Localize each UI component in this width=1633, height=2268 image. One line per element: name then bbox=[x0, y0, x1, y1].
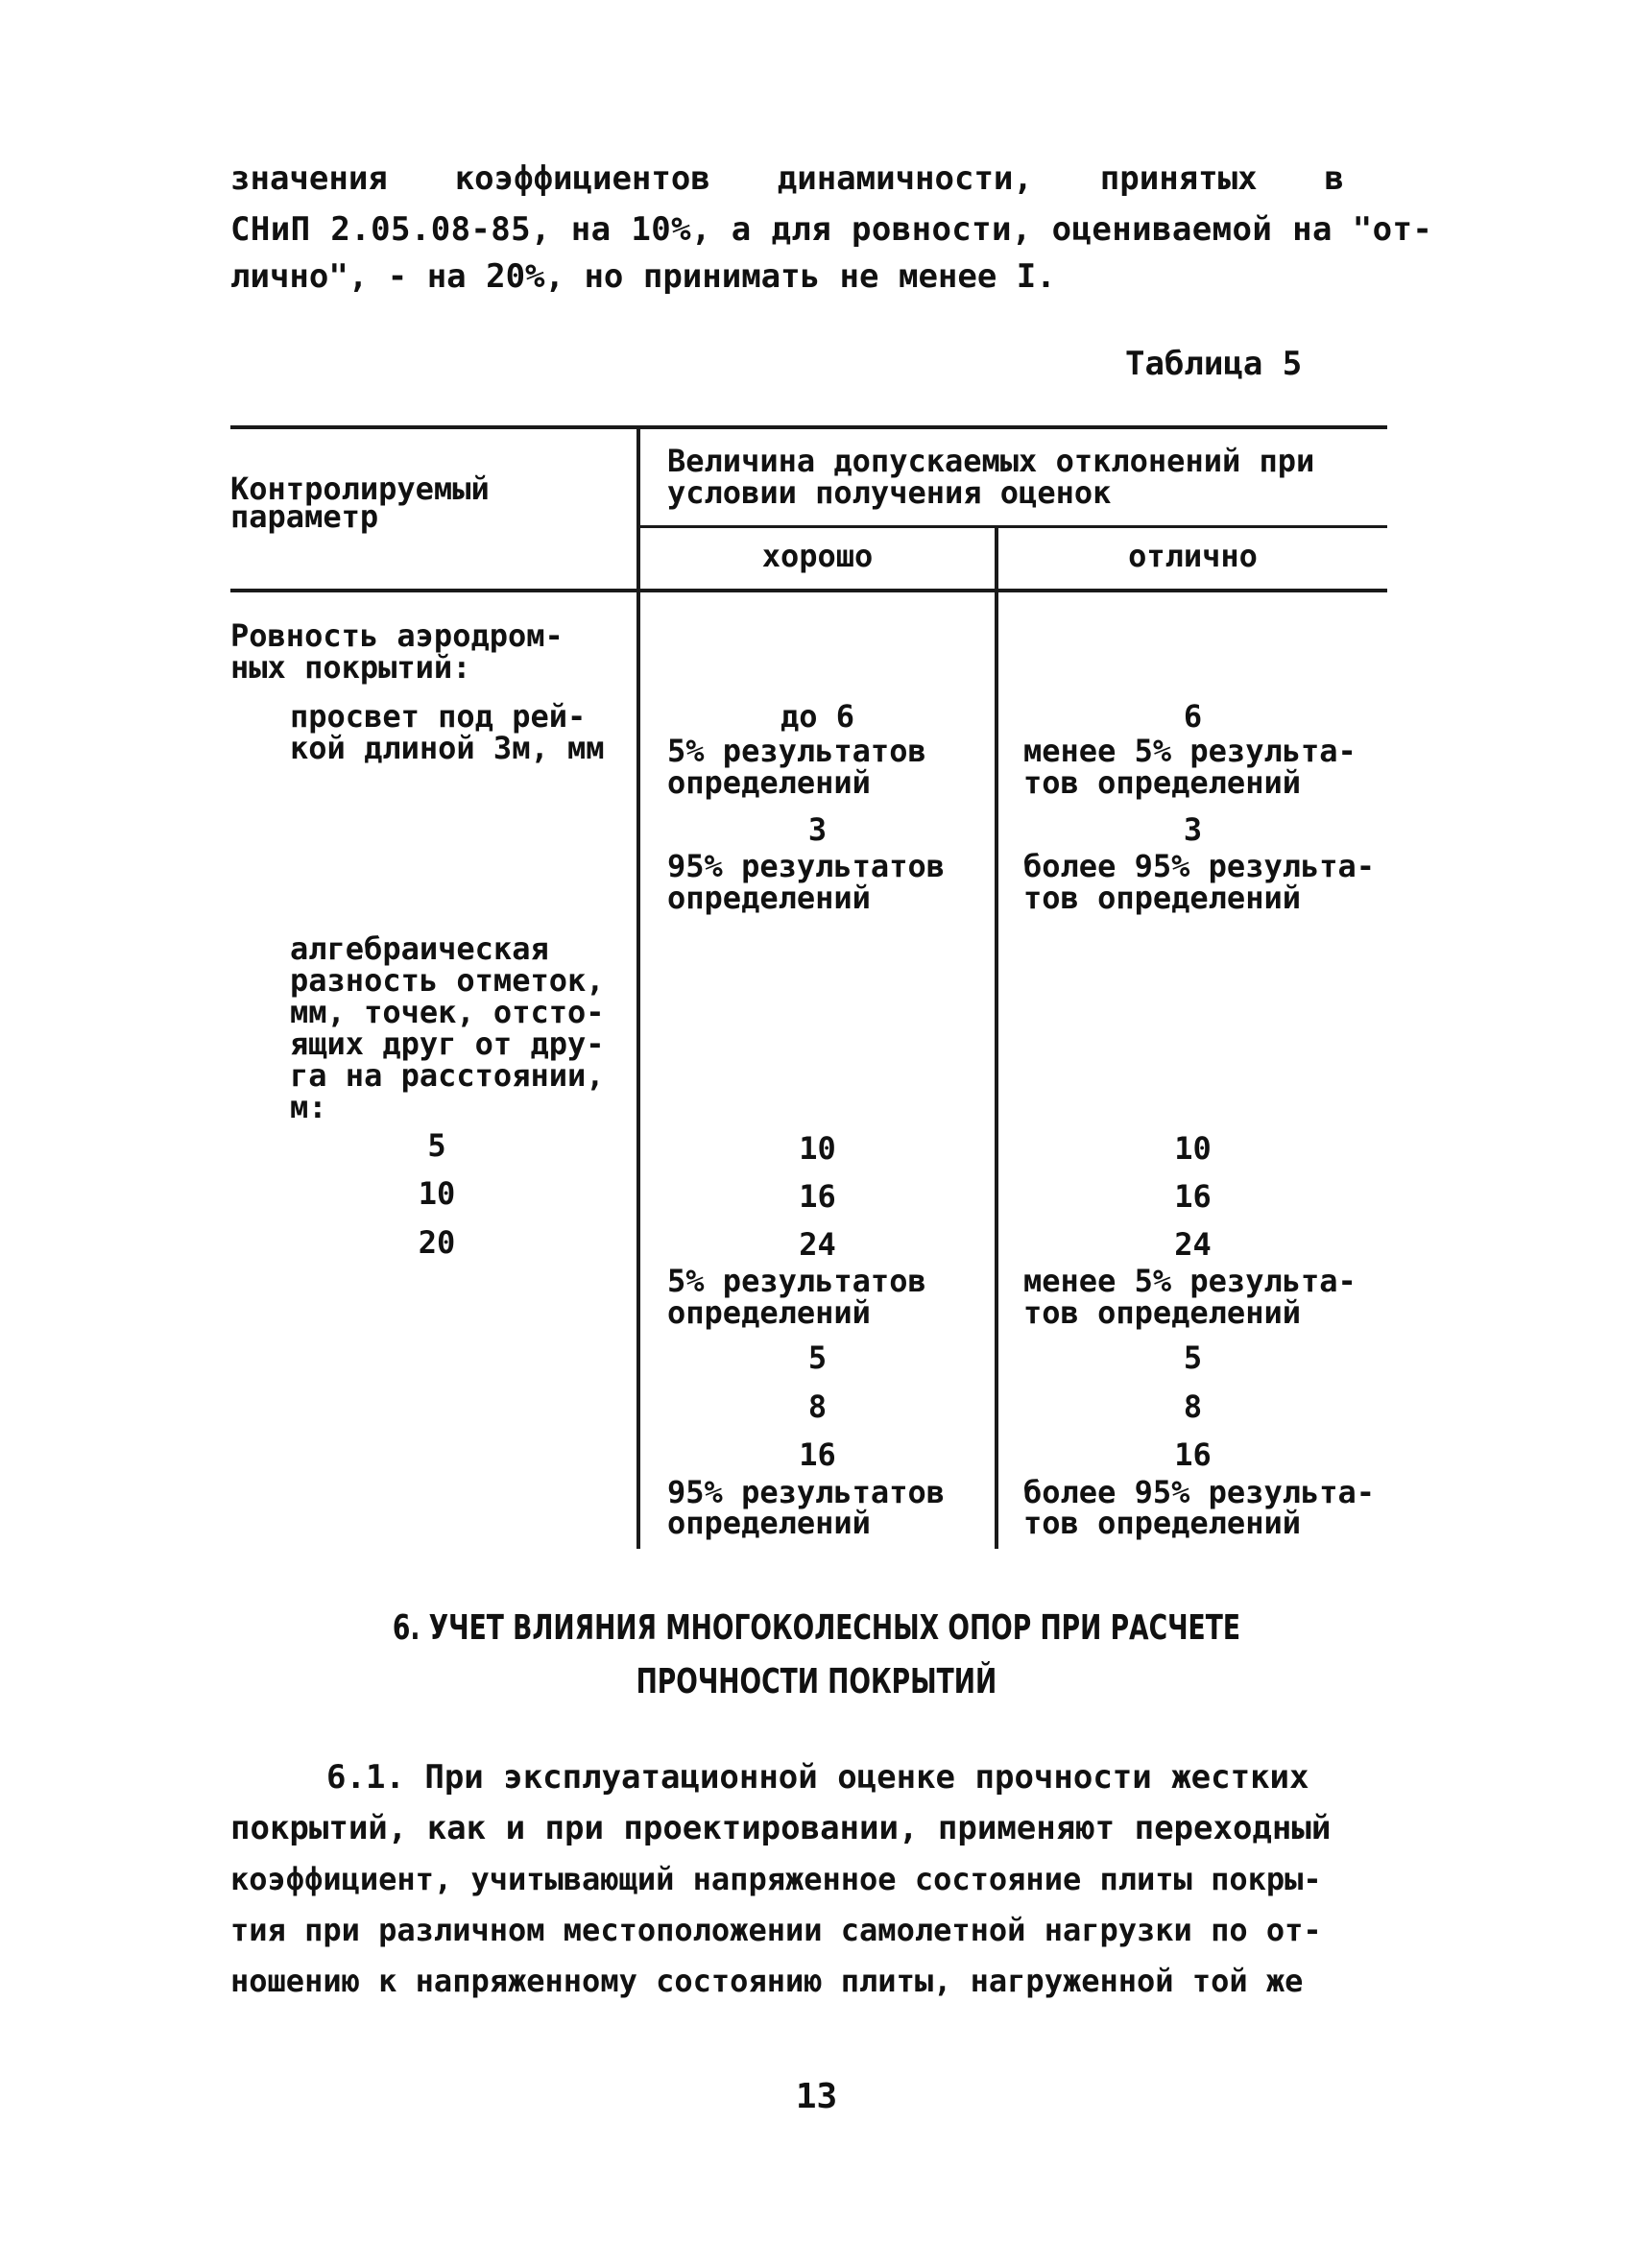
param-alg-line-6: м: bbox=[290, 1089, 327, 1125]
excellent-alg2-value-10: 8 bbox=[1183, 1388, 1203, 1425]
excellent-alg2-value-20: 16 bbox=[1174, 1436, 1212, 1473]
table-caption: Таблица 5 bbox=[1125, 345, 1303, 383]
column-header-good: хорошо bbox=[761, 538, 874, 574]
page-number: 13 bbox=[795, 2077, 838, 2116]
good-alg1-note-1: 5% результатов bbox=[667, 1263, 926, 1299]
param-alg-line-2: разность отметок, bbox=[290, 962, 605, 999]
section-paragraph-line-4: тия при различном местоположении самолетной нагрузки по от- bbox=[230, 1912, 1322, 1948]
good-alg1-value-20: 24 bbox=[799, 1226, 836, 1263]
header-param-line-1: Контролируемый bbox=[230, 470, 490, 507]
excellent-gap1-note-1: менее 5% результа- bbox=[1023, 733, 1357, 769]
param-alg-line-1: алгебраическая bbox=[290, 930, 549, 967]
table-col-divider-1 bbox=[636, 425, 640, 1549]
intro-word: принятых bbox=[1099, 159, 1258, 198]
excellent-alg2-note-1: более 95% результа- bbox=[1023, 1474, 1376, 1510]
excellent-gap2-value: 3 bbox=[1183, 811, 1203, 848]
distance-20: 20 bbox=[418, 1224, 456, 1261]
excellent-alg1-value-10: 16 bbox=[1174, 1178, 1212, 1215]
intro-word: коэффициентов bbox=[454, 159, 710, 198]
good-alg1-note-2: определений bbox=[667, 1294, 871, 1331]
excellent-alg2-value-5: 5 bbox=[1183, 1339, 1203, 1376]
header-value-line-2: условии получения оценок bbox=[667, 474, 1112, 511]
good-alg1-value-10: 16 bbox=[799, 1178, 836, 1215]
good-alg2-note-1: 95% результатов bbox=[667, 1474, 945, 1510]
param-alg-line-5: га на расстоянии, bbox=[290, 1057, 605, 1094]
good-alg1-value-5: 10 bbox=[799, 1130, 836, 1167]
section-heading-line-1: 6. УЧЕТ ВЛИЯНИЯ МНОГОКОЛЕСНЫХ ОПОР ПРИ РАСЧЕТЕ bbox=[392, 1608, 1240, 1648]
excellent-gap2-note-2: тов определений bbox=[1023, 880, 1301, 916]
section-paragraph-line-2: покрытий, как и при проектировании, применяют переходный bbox=[230, 1809, 1332, 1847]
param-gap-line-1: просвет под рей- bbox=[290, 698, 587, 735]
excellent-alg1-note-2: тов определений bbox=[1023, 1294, 1301, 1331]
section-paragraph-line-5: ношению к напряженному состоянию плиты, нагруженной той же bbox=[230, 1963, 1304, 1999]
good-gap1-note-2: определений bbox=[667, 764, 871, 801]
excellent-alg1-value-5: 10 bbox=[1174, 1130, 1212, 1167]
good-alg2-value-5: 5 bbox=[807, 1339, 828, 1376]
excellent-alg2-note-2: тов определений bbox=[1023, 1505, 1301, 1541]
param-group-line-1: Ровность аэродром- bbox=[230, 617, 564, 654]
param-alg-line-4: ящих друг от дру- bbox=[290, 1025, 605, 1062]
intro-line-2: СНиП 2.05.08-85, на 10%, а для ровности, оцениваемой на "от- bbox=[230, 210, 1433, 249]
good-gap2-note-2: определений bbox=[667, 880, 871, 916]
excellent-gap2-note-1: более 95% результа- bbox=[1023, 848, 1376, 884]
column-header-excellent: отлично bbox=[1128, 538, 1258, 574]
distance-10: 10 bbox=[418, 1175, 456, 1212]
good-gap1-note-1: 5% результатов bbox=[667, 733, 926, 769]
excellent-alg1-note-1: менее 5% результа- bbox=[1023, 1263, 1357, 1299]
good-gap2-value: 3 bbox=[807, 811, 828, 848]
intro-word: динамичности, bbox=[777, 159, 1033, 198]
intro-line-3: лично", - на 20%, но принимать не менее I. bbox=[230, 257, 1056, 296]
good-gap1-value: до 6 bbox=[780, 698, 855, 735]
distance-5: 5 bbox=[427, 1127, 446, 1164]
table-head-bottom-rule bbox=[230, 589, 1387, 592]
header-value-line-1: Величина допускаемых отклонений при bbox=[667, 443, 1315, 479]
good-alg2-value-10: 8 bbox=[807, 1388, 828, 1425]
param-group-line-2: ных покрытий: bbox=[230, 649, 471, 686]
param-gap-line-2: кой длиной 3м, мм bbox=[290, 730, 605, 766]
excellent-gap1-note-2: тов определений bbox=[1023, 764, 1301, 801]
excellent-gap1-value: 6 bbox=[1183, 698, 1203, 735]
table-top-rule bbox=[230, 425, 1387, 429]
header-param-line-2: параметр bbox=[230, 498, 379, 535]
good-alg2-note-2: определений bbox=[667, 1505, 871, 1541]
section-paragraph-line-1: 6.1. При эксплуатационной оценке прочности жестких bbox=[326, 1758, 1309, 1797]
table-subhead-rule bbox=[636, 525, 1387, 528]
excellent-alg1-value-20: 24 bbox=[1174, 1226, 1212, 1263]
intro-word: в bbox=[1324, 159, 1344, 198]
good-gap2-note-1: 95% результатов bbox=[667, 848, 945, 884]
section-heading-line-2: ПРОЧНОСТИ ПОКРЫТИЙ bbox=[636, 1662, 997, 1701]
param-alg-line-3: мм, точек, отсто- bbox=[290, 994, 605, 1030]
good-alg2-value-20: 16 bbox=[799, 1436, 836, 1473]
intro-line-1 bbox=[230, 156, 1344, 202]
intro-word: значения bbox=[230, 159, 388, 198]
section-paragraph-line-3: коэффициент, учитывающий напряженное состояние плиты покры- bbox=[230, 1861, 1322, 1897]
